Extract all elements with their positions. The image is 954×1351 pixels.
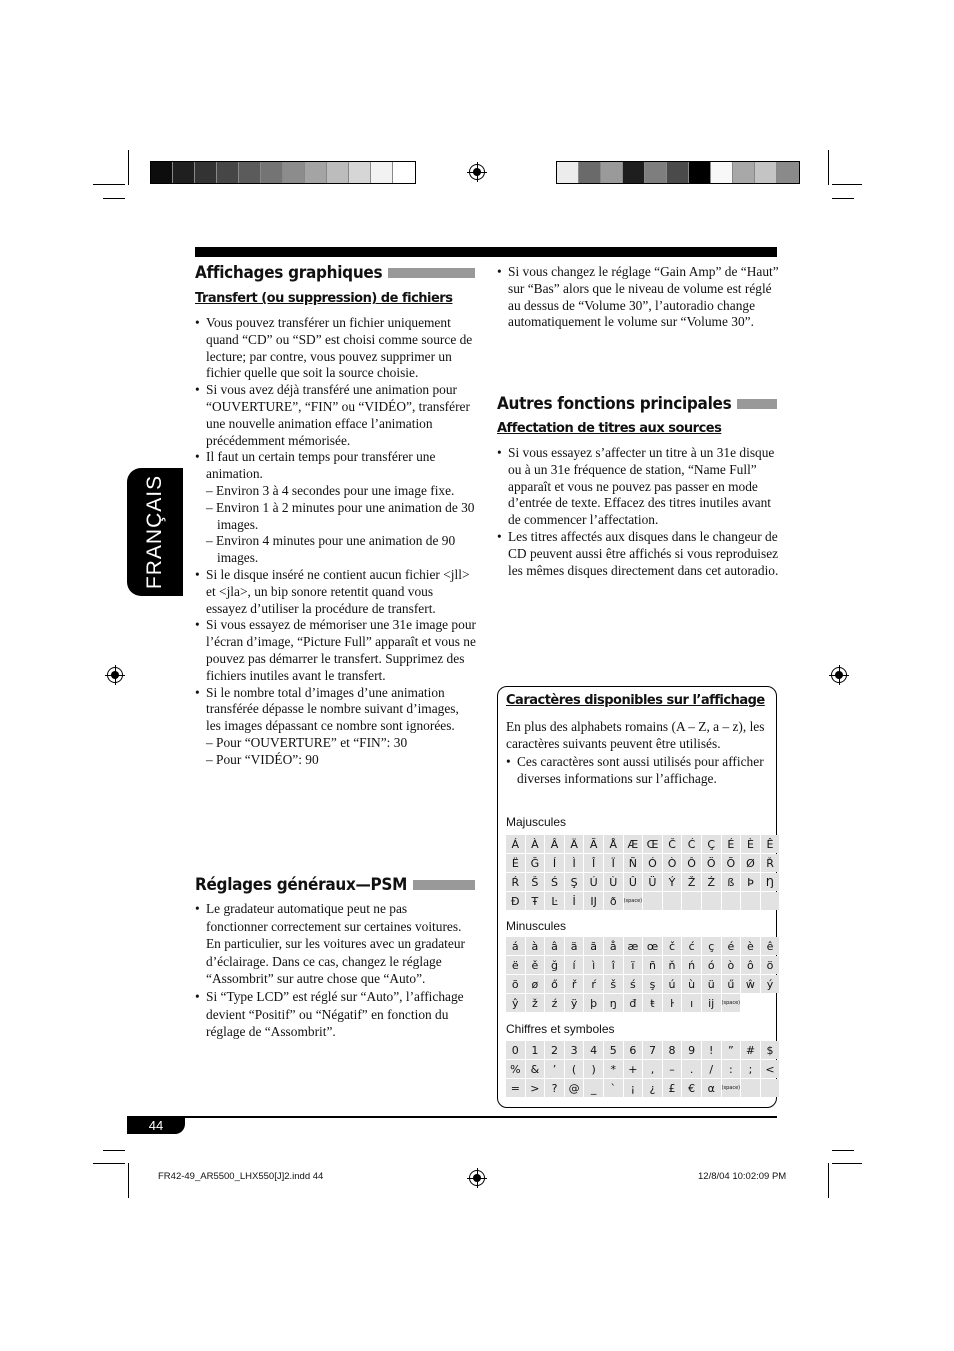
character-cell: Ü	[643, 873, 662, 891]
character-cell: _	[584, 1079, 603, 1097]
character-cell: Š	[526, 873, 545, 891]
character-cell: ”	[722, 1041, 741, 1059]
character-cell: Ź	[702, 873, 721, 891]
color-swatch	[557, 162, 579, 183]
list-item: • Ces caractères sont aussi utilisés pour afficher diverses informations sur l’affichage.	[506, 753, 772, 788]
color-swatch	[601, 162, 623, 183]
character-cell: ñ	[643, 956, 662, 974]
crop-mark	[128, 150, 129, 185]
registration-mark-icon	[831, 667, 847, 683]
footer-datetime: 12/8/04 10:02:09 PM	[698, 1171, 787, 1182]
color-swatch	[151, 162, 173, 183]
transfert-text	[195, 315, 477, 769]
character-cell: ë	[506, 956, 525, 974]
character-cell: ğ	[545, 956, 564, 974]
character-cell	[761, 892, 780, 910]
character-cell: Ŕ	[506, 873, 525, 891]
character-cell: ô	[741, 956, 760, 974]
character-cell: `	[604, 1079, 623, 1097]
color-swatch	[173, 162, 195, 183]
character-cell: ş	[643, 975, 662, 993]
character-cell: ;	[741, 1060, 760, 1078]
character-cell: Ò	[663, 854, 682, 872]
character-cell: Ŧ	[526, 892, 545, 910]
heading-autres-fonctions: Autres fonctions principales	[497, 394, 777, 414]
character-cell: é	[722, 937, 741, 955]
crop-mark	[828, 1163, 829, 1198]
heading-caracteres: Caractères disponibles sur l’affichage	[506, 693, 765, 708]
crop-mark	[832, 1163, 862, 1164]
character-cell: ź	[545, 994, 564, 1012]
character-cell	[741, 1079, 760, 1097]
header-rule	[195, 247, 777, 257]
character-cell: ý	[761, 975, 780, 993]
crop-mark	[832, 1150, 854, 1151]
character-cell: :	[722, 1060, 741, 1078]
character-cell: à	[526, 937, 545, 955]
registration-mark-icon	[107, 667, 123, 683]
character-cell: Ù	[604, 873, 623, 891]
character-cell: 9	[682, 1041, 701, 1059]
list-item: • Si vous essayez s’affecter un titre à un 31e disque ou à un 31e fréquence de station, “Name Full” apparaît et vous ne pouvez pas passer en mode d’entrée de texte. Effacez des titres inutiles avant de commencer l’affectation.	[497, 445, 779, 529]
character-cell: ?	[545, 1079, 564, 1097]
character-cell: Æ	[624, 835, 643, 853]
character-cell: Ó	[643, 854, 662, 872]
character-cell: £	[663, 1079, 682, 1097]
color-swatch	[645, 162, 667, 183]
character-cell: ç	[702, 937, 721, 955]
character-cell: (space)	[722, 994, 741, 1012]
character-cell: Ç	[702, 835, 721, 853]
character-cell: É	[722, 835, 741, 853]
color-swatch	[755, 162, 777, 183]
list-item: • Il faut un certain temps pour transférer une animation.	[195, 449, 477, 483]
dash-item: – Environ 4 minutes pour une animation de 90 images.	[206, 533, 456, 566]
character-cell: Ý	[663, 873, 682, 891]
dash-item: – Pour “VIDÉO”: 90	[206, 751, 319, 767]
character-cell: Ö	[702, 854, 721, 872]
character-cell: ü	[702, 975, 721, 993]
color-swatch	[733, 162, 755, 183]
character-cell: Đ	[506, 892, 525, 910]
character-cell: 8	[663, 1041, 682, 1059]
character-cell: ĳ	[702, 994, 721, 1012]
list-item: • Le gradateur automatique peut ne pas fonctionner correctement sur certaines voitures. En particulier, sur les voitures avec un gradateur d’éclairage. Dans ce cas, changez le réglage “Assombrit” sur autre chose que “Auto”.	[195, 900, 470, 988]
character-cell: Ø	[741, 854, 760, 872]
crop-mark	[103, 198, 125, 199]
character-cell: Ś	[545, 873, 564, 891]
character-cell: ù	[682, 975, 701, 993]
character-cell: ê	[761, 937, 780, 955]
character-cell: ö	[761, 956, 780, 974]
list-item: • Les titres affectés aux disques dans le changeur de CD peuvent aussi être affichés si vous reproduisez les mêmes disques directement dans cet autoradio.	[497, 529, 779, 579]
character-cell: /	[702, 1060, 721, 1078]
character-cell: Ğ	[526, 854, 545, 872]
character-cell: ï	[624, 956, 643, 974]
character-cell: ő	[545, 975, 564, 993]
character-cell: (space)	[624, 892, 643, 910]
character-cell: Ŀ	[545, 892, 564, 910]
character-cell: ú	[663, 975, 682, 993]
character-cell: Í	[545, 854, 564, 872]
character-cell: 0	[506, 1041, 525, 1059]
character-cell: ø	[526, 975, 545, 993]
character-cell: œ	[643, 937, 662, 955]
color-swatch	[371, 162, 393, 183]
character-cell: š	[604, 975, 623, 993]
character-cell	[643, 892, 662, 910]
color-swatch	[283, 162, 305, 183]
character-cell: ı	[682, 994, 701, 1012]
character-cell: Ř	[761, 854, 780, 872]
character-cell: ŀ	[663, 994, 682, 1012]
color-swatch	[261, 162, 283, 183]
character-cell: ã	[584, 937, 603, 955]
character-cell: &	[526, 1060, 545, 1078]
list-item: • Vous pouvez transférer un fichier uniquement quand “CD” ou “SD” est choisi comme source de lecture; par contre, vous pouvez supprimer un fichier quelle que soit la source choisie.	[195, 315, 477, 382]
character-cell	[702, 892, 721, 910]
page-number: 44	[127, 1118, 185, 1134]
character-cell: č	[663, 937, 682, 955]
character-cell: è	[741, 937, 760, 955]
crop-mark	[828, 150, 829, 185]
psm-text	[195, 900, 470, 1041]
character-cell: ß	[722, 873, 741, 891]
character-cell: Á	[506, 835, 525, 853]
language-tab: FRANÇAIS	[127, 468, 183, 596]
character-cell: Ï	[604, 854, 623, 872]
character-cell: Ô	[682, 854, 701, 872]
character-cell: ð	[604, 892, 623, 910]
character-cell: Å	[604, 835, 623, 853]
character-cell: (space)	[722, 1079, 741, 1097]
character-cell: Þ	[741, 873, 760, 891]
list-item: • Si le disque inséré ne contient aucun fichier <jll> et <jla>, un bip sonore retentit quand vous essayez d’utiliser la procédure de transfert.	[195, 567, 477, 617]
character-cell: +	[624, 1060, 643, 1078]
crop-mark	[103, 1150, 125, 1151]
characters-intro	[506, 718, 772, 788]
color-swatch	[667, 162, 689, 183]
label-symboles: Chiffres et symboles	[506, 1022, 615, 1036]
character-cell: æ	[624, 937, 643, 955]
character-cell: ä	[565, 937, 584, 955]
character-cell: 3	[565, 1041, 584, 1059]
character-cell: Ã	[584, 835, 603, 853]
color-swatch	[305, 162, 327, 183]
character-cell: ¿	[643, 1079, 662, 1097]
affectation-text	[497, 445, 779, 579]
color-swatch	[239, 162, 261, 183]
list-item: • Si vous essayez de mémoriser une 31e image pour l’écran d’image, “Picture Full” apparaît et vous ne pouvez pas démarrer le transfert. Supprimez des fichiers inutiles avant le transfert.	[195, 617, 477, 684]
uppercase-grid	[506, 835, 779, 910]
grayscale-calibration-bar	[556, 161, 800, 184]
character-cell: ,	[643, 1060, 662, 1078]
character-cell: 4	[584, 1041, 603, 1059]
character-cell: ű	[722, 975, 741, 993]
character-cell: ÿ	[565, 994, 584, 1012]
character-cell: 5	[604, 1041, 623, 1059]
character-cell: ć	[682, 937, 701, 955]
character-cell: ř	[565, 975, 584, 993]
gain-text	[497, 264, 779, 331]
character-cell	[663, 892, 682, 910]
color-swatch	[217, 162, 239, 183]
character-cell: ň	[663, 956, 682, 974]
character-cell: ŕ	[584, 975, 603, 993]
footer-file: FR42-49_AR5500_LHX550[J]2.indd 44	[158, 1171, 324, 1182]
character-cell: Ì	[565, 854, 584, 872]
color-swatch	[689, 162, 711, 183]
character-cell: –	[663, 1060, 682, 1078]
list-item: • Si vous changez le réglage “Gain Amp” de “Haut” sur “Bas” alors que le niveau de volume est réglé au dessus de “Volume 30”, l’autoradio change automatiquement le volume sur “Volume 30”.	[497, 264, 779, 331]
color-swatch	[349, 162, 371, 183]
character-cell: ŋ	[604, 994, 623, 1012]
character-cell: α	[702, 1079, 721, 1097]
intro-text: En plus des alphabets romains (A – Z, a – z), les caractères suivants peuvent être utilisés.	[506, 719, 765, 752]
character-cell: 2	[545, 1041, 564, 1059]
character-cell: È	[741, 835, 760, 853]
dash-item: – Pour “OUVERTURE” et “FIN”: 30	[206, 734, 408, 750]
character-cell: â	[545, 937, 564, 955]
character-cell: #	[741, 1041, 760, 1059]
character-cell: Â	[545, 835, 564, 853]
character-cell	[722, 892, 741, 910]
character-cell: đ	[624, 994, 643, 1012]
character-cell: >	[526, 1079, 545, 1097]
crop-mark	[93, 184, 125, 185]
character-cell: Ú	[584, 873, 603, 891]
character-cell: İ	[565, 892, 584, 910]
color-swatch	[393, 162, 415, 183]
character-cell: Û	[624, 873, 643, 891]
character-cell: =	[506, 1079, 525, 1097]
character-cell: 6	[624, 1041, 643, 1059]
character-cell: Ŋ	[761, 873, 780, 891]
character-cell: €	[682, 1079, 701, 1097]
character-cell: Î	[584, 854, 603, 872]
list-item: • Si vous avez déjà transféré une animation pour “OUVERTURE”, “FIN” ou “VIDÉO”, transférer une nouvelle animation efface l’animation précédemment mémorisée.	[195, 382, 477, 449]
character-cell: ń	[682, 956, 701, 974]
character-cell: ŧ	[643, 994, 662, 1012]
character-cell: !	[702, 1041, 721, 1059]
label-majuscules: Majuscules	[506, 815, 567, 829]
character-cell	[761, 1079, 780, 1097]
character-cell: (	[565, 1060, 584, 1078]
character-cell: <	[761, 1060, 780, 1078]
crop-mark	[832, 198, 854, 199]
character-cell	[682, 892, 701, 910]
character-cell: Ş	[565, 873, 584, 891]
list-item: • Si le nombre total d’images d’une animation transférée dépasse le nombre suivant d’images, les images dépassant ce nombre sont ignorées.	[195, 685, 477, 735]
character-cell: ŷ	[506, 994, 525, 1012]
heading-psm: Réglages généraux—PSM	[195, 875, 475, 895]
color-swatch	[327, 162, 349, 183]
registration-mark-icon	[469, 1170, 485, 1186]
character-cell: ž	[526, 994, 545, 1012]
character-cell: Ä	[565, 835, 584, 853]
character-cell: þ	[584, 994, 603, 1012]
dash-item: – Environ 1 à 2 minutes pour une animation de 30 images.	[206, 499, 475, 532]
character-cell: Ž	[682, 873, 701, 891]
character-cell: %	[506, 1060, 525, 1078]
character-cell: ’	[545, 1060, 564, 1078]
lowercase-grid	[506, 937, 779, 1012]
character-cell: á	[506, 937, 525, 955]
character-cell: ò	[722, 956, 741, 974]
character-cell: Õ	[722, 854, 741, 872]
color-swatch	[579, 162, 601, 183]
dash-item: – Environ 3 à 4 secondes pour une image fixe.	[206, 482, 455, 498]
list-item: • Si “Type LCD” est réglé sur “Auto”, l’affichage devient “Positif” ou “Négatif” en fonction du réglage de “Assombrit”.	[195, 988, 470, 1041]
character-cell: ó	[702, 956, 721, 974]
color-swatch	[195, 162, 217, 183]
character-cell: ś	[624, 975, 643, 993]
character-cell: î	[604, 956, 623, 974]
character-cell: ì	[584, 956, 603, 974]
color-swatch	[711, 162, 733, 183]
character-cell: Ñ	[624, 854, 643, 872]
character-cell: @	[565, 1079, 584, 1097]
character-cell: å	[604, 937, 623, 955]
footer-rule	[127, 1116, 777, 1118]
color-swatch	[623, 162, 645, 183]
character-cell: Č	[663, 835, 682, 853]
character-cell: ¡	[624, 1079, 643, 1097]
registration-mark-icon	[469, 164, 485, 180]
character-cell: *	[604, 1060, 623, 1078]
character-cell: À	[526, 835, 545, 853]
color-swatch	[777, 162, 799, 183]
label-minuscules: Minuscules	[506, 919, 567, 933]
crop-mark	[832, 184, 862, 185]
symbols-grid	[506, 1041, 779, 1097]
character-cell: ŵ	[741, 975, 760, 993]
character-cell: Œ	[643, 835, 662, 853]
character-cell: )	[584, 1060, 603, 1078]
character-cell: Ĳ	[584, 892, 603, 910]
character-cell: Ê	[761, 835, 780, 853]
character-cell: í	[565, 956, 584, 974]
character-cell: 7	[643, 1041, 662, 1059]
character-cell: õ	[506, 975, 525, 993]
character-cell: Ć	[682, 835, 701, 853]
grayscale-calibration-bar	[150, 161, 416, 184]
crop-mark	[128, 1163, 129, 1198]
heading-affichages-graphiques: Affichages graphiques	[195, 263, 475, 283]
heading-affectation: Affectation de titres aux sources	[497, 421, 722, 436]
crop-mark	[93, 1163, 125, 1164]
character-cell: ě	[526, 956, 545, 974]
character-cell	[741, 892, 760, 910]
character-cell: 1	[526, 1041, 545, 1059]
character-cell: $	[761, 1041, 780, 1059]
character-cell: .	[682, 1060, 701, 1078]
heading-transfert: Transfert (ou suppression) de fichiers	[195, 291, 453, 306]
character-cell: Ë	[506, 854, 525, 872]
